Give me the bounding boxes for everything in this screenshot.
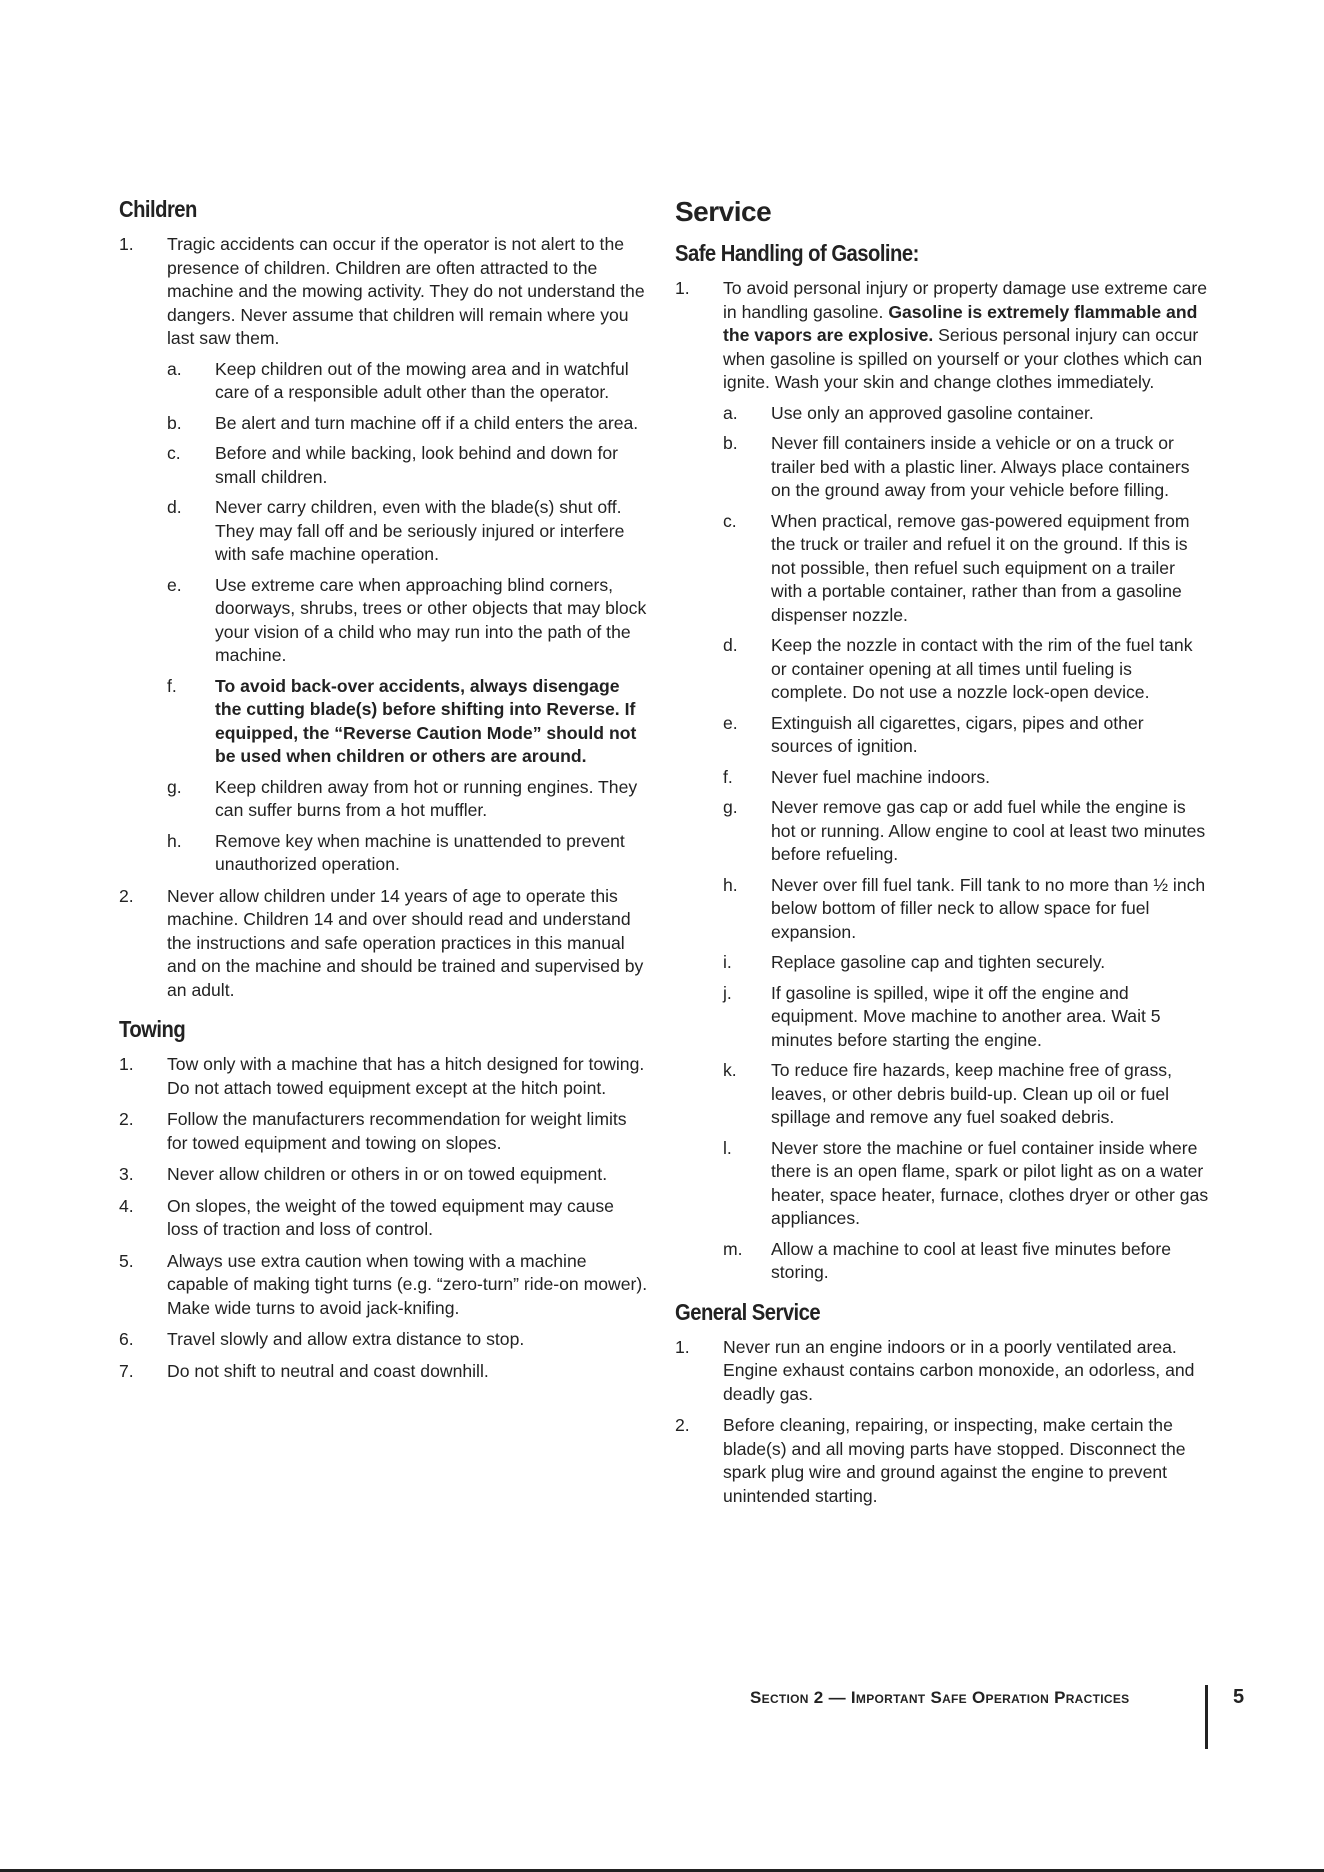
list-item: 4. On slopes, the weight of the towed equipment may cause loss of traction and loss of control. <box>119 1195 614 1239</box>
sub-item: a. Use only an approved gasoline container. <box>723 402 1094 423</box>
list-item: 6. Travel slowly and allow extra distance to stop. <box>119 1329 525 1349</box>
list-item: 2. Before cleaning, repairing, or inspecting, make certain the blade(s) and all moving parts have stopped. Disconnect the spark plug wire and ground against the engine to prevent unintended starting. <box>675 1415 1186 1506</box>
sub-item: f. Never fuel machine indoors. <box>723 766 991 787</box>
list-item: 2. Follow the manufacturers recommendation for weight limits for towed equipment and towing on slopes. <box>119 1109 627 1153</box>
sub-item: e. Extinguish all cigarettes, cigars, pipes and other sources of ignition. <box>723 712 1144 756</box>
sub-item: i. Replace gasoline cap and tighten securely. <box>723 952 1106 972</box>
sub-item: j. If gasoline is spilled, wipe it off the engine and equipment. Move machine to another area. Wait 5 minutes before starting the engine. <box>723 982 1161 1050</box>
sub-item: b. Never fill containers inside a vehicle or on a truck or trailer bed with a plastic liner. Always place containers on the ground away from your vehicle before filling. <box>723 433 1190 500</box>
list-item: 1. Tragic accidents can occur if the operator is not alert to the presence of children. Children are often attracted to the machine and the mowing activity. They do not understand the dangers. Never assume that children will remain where you last saw them. a. Keep children out of the mowing area and in watchful care of a responsible adult other than the operator. b. Be alert and turn machine off if a child enters the area. c. Before and while backing, look behind and down for small children. d. Never carry children, even with the blade(s) shut off. They may fall off and be seriously injured or interfere with safe machine operation. e. Use extreme care when approaching blind corners, doorways, shrubs, trees or other objects that may block your vision of a child who may run into the path of the machine. f. To avoid back-over accidents, always disengage the cutting blade(s) before shifting into Reverse. If equipped, the “Reverse Caution Mode” should not be used when children or others are around. g. Keep children away from hot or running engines. They can suffer burns from a hot muffler. h. Remove key when machine is unattended to prevent unauthorized operation. <box>119 233 649 877</box>
list-item: 1. To avoid personal injury or property damage use extreme care in handling gasoline. Gasoline is extremely flammable and the vapors are explosive. Serious personal injury can occur when gasoline is spilled on yourself or your clothes which can ignite. Wash your skin and change clothes immediately. a. Use only an approved gasoline container. b. Never fill containers inside a vehicle or on a truck or trailer bed with a plastic liner. Always place containers on the ground away from your vehicle before filling. c. When practical, remove gas-powered equipment from the truck or trailer and refuel it on the ground. If this is not possible, then refuel such equipment on a trailer with a portable container, rather than from a gasoline dispenser nozzle. d. Keep the nozzle in contact with the rim of the fuel tank or container opening at all times until fueling is complete. Do not use a nozzle lock-open device. e. Extinguish all cigarettes, cigars, pipes and other sources of ignition. f. Never fuel machine indoors. g. Never remove gas cap or add fuel while the engine is hot or running. Allow engine to cool at least two minutes before refueling. h. Never over fill fuel tank. Fill tank to no more than ½ inch below bottom of filler neck to allow space for fuel expansion. i. Replace gasoline cap and tighten securely. j. If gasoline is spilled, wipe it off the engine and equipment. Move machine to another area. Wait 5 minutes before starting the engine. k. To reduce fire hazards, keep machine free of grass, leaves, or other debris build-up. Clean up oil or fuel spillage and remove any fuel soaked debris. l. Never store the machine or fuel container inside where there is an open flame, spark or pilot light as on a water heater, space heater, furnace, clothes dryer or other gas appliances. m. Allow a machine to cool at least five minutes before storing. <box>675 277 1210 1285</box>
sub-item: h. Remove key when machine is unattended to prevent unauthorized operation. <box>167 830 625 874</box>
sub-item: k. To reduce fire hazards, keep machine free of grass, leaves, or other debris build-up. Clean up oil or fuel spillage and remove any fuel soaked debris. <box>723 1060 1172 1127</box>
sub-item: g. Never remove gas cap or add fuel while the engine is hot or running. Allow engine to cool at least two minutes before refueling. <box>723 797 1206 864</box>
list-item: 5. Always use extra caution when towing with a machine capable of making tight turns (e.g. “zero-turn” ride-on mower). Make wide turns to avoid jack-knifing. <box>119 1250 648 1318</box>
right-column <box>675 196 1210 1516</box>
left-column <box>119 196 649 1391</box>
sub-item: c. Before and while backing, look behind and down for small children. <box>167 443 618 487</box>
warning-sub-item: f. To avoid back-over accidents, always disengage the cutting blade(s) before shifting into Reverse. If equipped, the “Reverse Caution Mode” should not be used when children or others are around. <box>167 675 637 766</box>
list-item: 2. Never allow children under 14 years of age to operate this machine. Children 14 and over should read and understand the instructions and safe operation practices in this manual and on the machine and should be trained and supervised by an adult. <box>119 885 644 1000</box>
list-item: 3. Never allow children or others in or on towed equipment. <box>119 1164 608 1184</box>
sub-item: m. Allow a machine to cool at least five minutes before storing. <box>723 1238 1171 1282</box>
service-heading: Service <box>675 196 772 227</box>
sub-item: a. Keep children out of the mowing area and in watchful care of a responsible adult other than the operator. <box>167 358 629 402</box>
sub-item: h. Never over fill fuel tank. Fill tank to no more than ½ inch below bottom of filler neck to allow space for fuel expansion. <box>723 874 1206 942</box>
list-item: 7. Do not shift to neutral and coast downhill. <box>119 1360 489 1381</box>
towing-heading: Towing <box>119 1016 186 1042</box>
sub-item: l. Never store the machine or fuel container inside where there is an open flame, spark or pilot light as on a water heater, space heater, furnace, clothes dryer or other gas appliances. <box>723 1137 1209 1228</box>
general-service-heading: General Service <box>675 1298 821 1325</box>
page-number: 5 <box>1233 1686 1245 1708</box>
children-heading: Children <box>119 196 197 222</box>
gasoline-heading: Safe Handling of Gasoline: <box>675 240 919 266</box>
list-item: 1. Tow only with a machine that has a hitch designed for towing. Do not attach towed equipment except at the hitch point. <box>119 1054 645 1098</box>
footer-section-title: Section 2 — Important Safe Operation Practices <box>750 1688 1130 1707</box>
sub-item: e. Use extreme care when approaching blind corners, doorways, shrubs, trees or other objects that may block your vision of a child who may run into the path of the machine. <box>167 574 647 665</box>
footer-divider <box>1205 1685 1208 1749</box>
sub-item: d. Never carry children, even with the blade(s) shut off. They may fall off and be seriously injured or interfere with safe machine operation. <box>167 497 625 564</box>
list-item: 1. Never run an engine indoors or in a poorly ventilated area. Engine exhaust contains carbon monoxide, an odorless, and deadly gas. <box>675 1336 1195 1404</box>
warning-text: Gasoline is extremely flammable and the vapors are explosive. <box>723 301 1198 345</box>
sub-item: d. Keep the nozzle in contact with the rim of the fuel tank or container opening at all times until fueling is complete. Do not use a nozzle lock-open device. <box>723 635 1193 702</box>
sub-item: g. Keep children away from hot or running engines. They can suffer burns from a hot muffler. <box>167 776 638 820</box>
sub-item: b. Be alert and turn machine off if a child enters the area. <box>167 412 639 433</box>
sub-item: c. When practical, remove gas-powered equipment from the truck or trailer and refuel it on the ground. If this is not possible, then refuel such equipment on a trailer with a portable container, rather than from a gasoline dispenser nozzle. <box>723 510 1190 625</box>
